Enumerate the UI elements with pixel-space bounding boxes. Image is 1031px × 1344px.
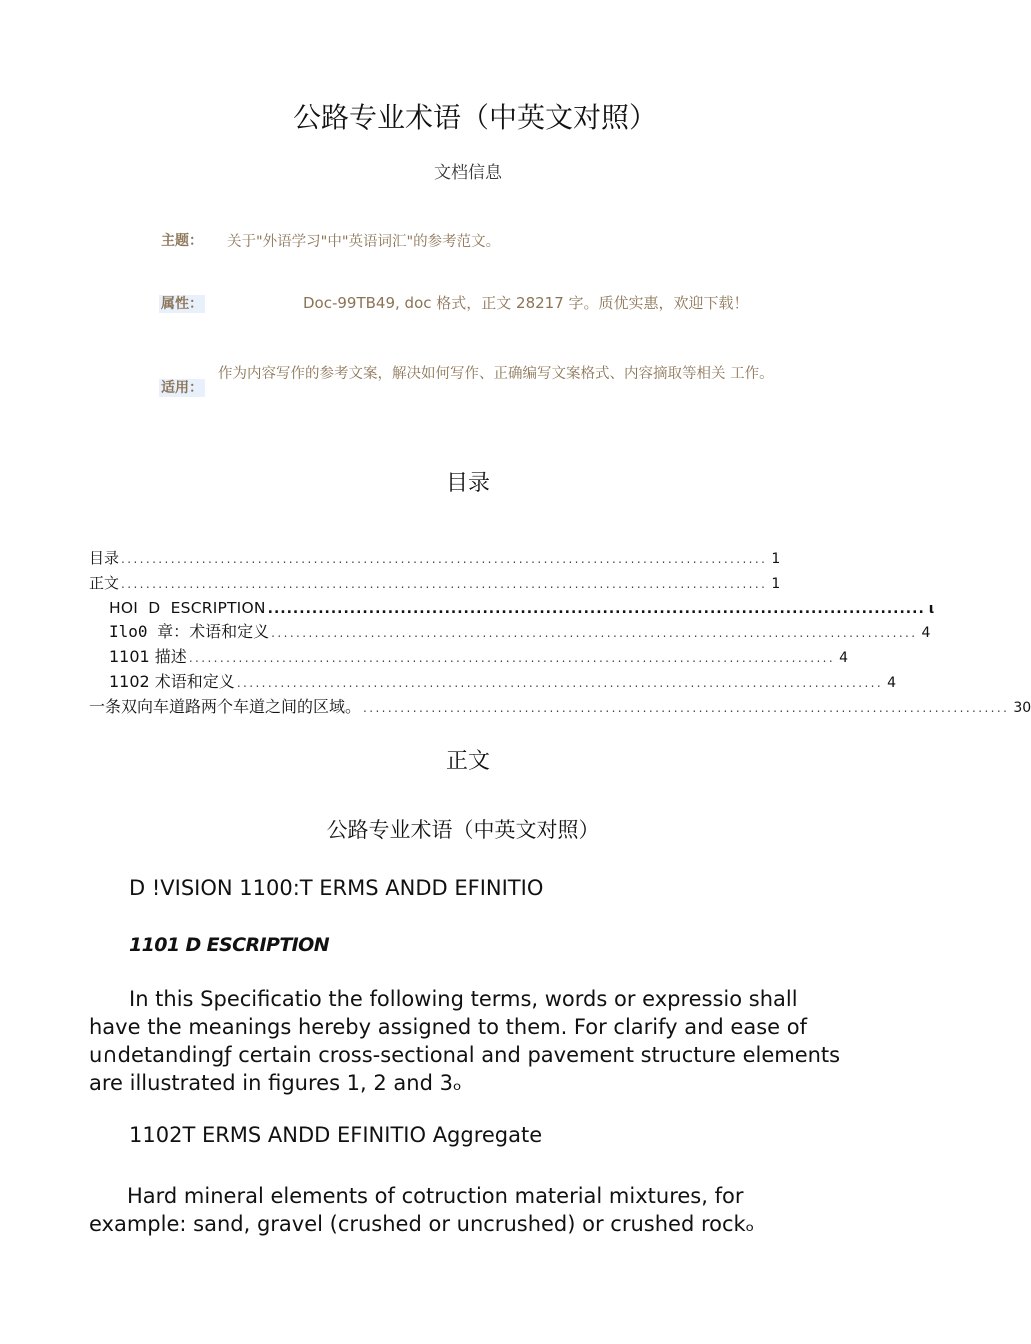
paragraph-text: In this Specificatio the following terms, words or expressio shall have the meanings hereby assigned to them. For clarify and ease of u∩detandingƒ certain cross-sectional and pavement structure elements are illustrated in figures 1, 2 and 3ₒ xyxy=(89,987,841,1095)
toc-entry-page: 30 xyxy=(1013,699,1031,716)
document-info-heading: 文档信息 xyxy=(434,163,502,183)
toc-entry[interactable] xyxy=(89,645,849,670)
toc-entry-label: 正文 xyxy=(89,573,120,592)
toc-entry-page: ι xyxy=(928,600,935,617)
body-heading: 正文 xyxy=(445,749,490,774)
toc-entry-page: 1 xyxy=(771,575,781,592)
toc-heading: 目录 xyxy=(445,471,490,496)
meta-usage xyxy=(159,377,205,397)
toc-entry-label: Ilo0 章：术语和定义 xyxy=(109,622,270,642)
toc-entry-page: 4 xyxy=(839,650,849,667)
paragraph-text: Hard mineral elements of cotruction material mixtures, for example: sand, gravel (crushed or uncrushed) or crushed rockₒ xyxy=(89,1184,755,1236)
toc-leader: ........................................................................................................ xyxy=(363,700,1010,715)
toc-entry[interactable] xyxy=(89,620,931,645)
toc-entry[interactable] xyxy=(89,695,1031,720)
paragraph-1101 xyxy=(89,985,849,1097)
meta-attributes-label: 属性： xyxy=(161,296,203,312)
meta-attributes xyxy=(159,293,205,313)
document-title: 公路专业术语（中英文对照） xyxy=(292,101,657,134)
toc-entry[interactable] xyxy=(89,546,781,571)
toc-entry[interactable] xyxy=(89,571,781,596)
toc-entry[interactable] xyxy=(89,670,897,695)
table-of-contents xyxy=(89,546,1031,720)
meta-attributes-value: Doc-99TB49, doc 格式，正文 28217 字。质优实惠，欢迎下载！ xyxy=(303,294,749,312)
toc-entry-page: 4 xyxy=(887,674,897,691)
toc-entry-label: 一条双向车道路两个车道之间的区域。 xyxy=(89,696,362,716)
toc-leader: ........................................................................................................ xyxy=(121,576,768,591)
toc-entry-label: HOI D ESCRIPTION xyxy=(109,598,266,617)
toc-leader: ........................................................................................................ xyxy=(236,675,884,690)
section-heading-1102: 1102T ERMS ANDD EFINITIO Aggregate xyxy=(129,1123,543,1147)
toc-entry-label: 目录 xyxy=(89,549,120,567)
toc-leader: ........................................................................................................ xyxy=(267,600,925,617)
division-heading: D !VISION 1100:T ERMS ANDD EFINITIO xyxy=(129,876,544,900)
toc-leader: ........................................................................................................ xyxy=(121,552,768,566)
meta-subject-label: 主题： xyxy=(161,233,203,249)
meta-usage-label: 适用： xyxy=(161,380,203,396)
toc-entry[interactable] xyxy=(89,596,935,621)
body-title: 公路专业术语（中英文对照） xyxy=(326,818,600,842)
toc-entry-page: 4 xyxy=(921,625,931,642)
toc-entry-label: 1102 术语和定义 xyxy=(109,671,235,691)
meta-subject xyxy=(159,230,205,250)
meta-subject-value: 关于"外语学习"中"英语词汇"的参考范文。 xyxy=(227,234,501,250)
toc-leader: ........................................................................................................ xyxy=(188,651,836,666)
paragraph-aggregate xyxy=(89,1182,809,1238)
section-heading-1101: 1101 D ESCRIPTION xyxy=(129,934,329,956)
toc-entry-page: 1 xyxy=(771,551,781,567)
toc-leader: ........................................................................................................ xyxy=(271,626,918,641)
toc-entry-label: 1101 描述 xyxy=(109,647,187,667)
meta-usage-value: 作为内容写作的参考文案，解决如何写作、正确编写文案格式、内容摘取等相关 工作。 xyxy=(218,366,774,382)
